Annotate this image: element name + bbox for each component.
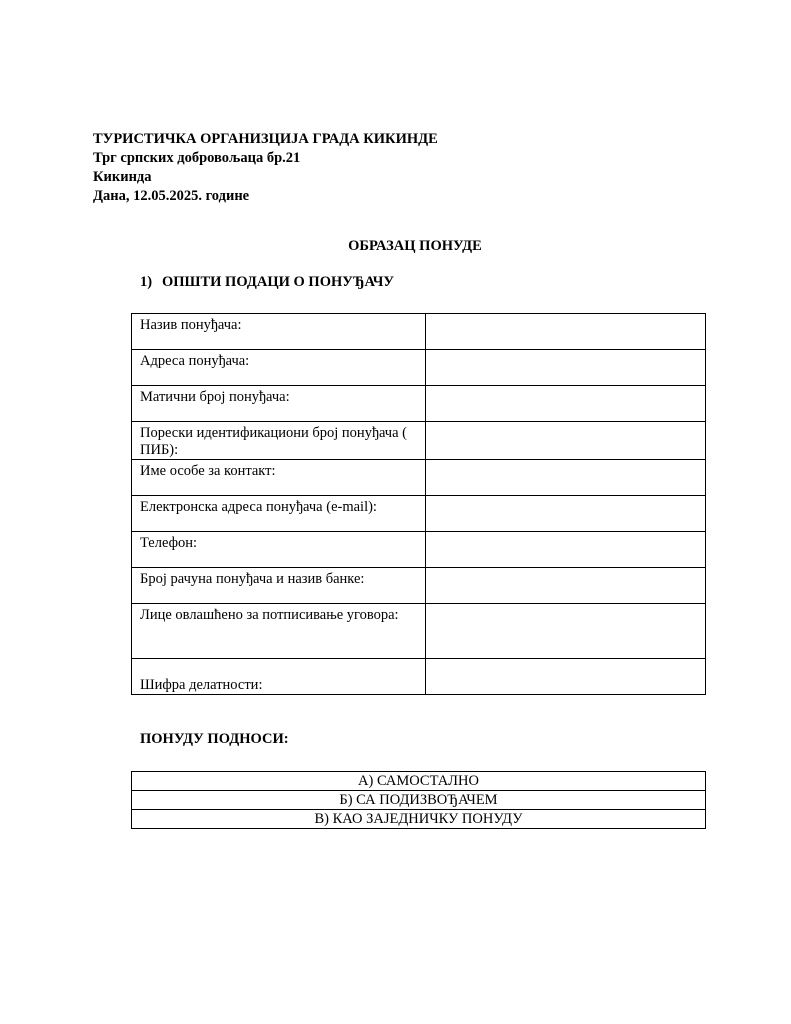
table-row <box>132 422 706 460</box>
table-row <box>132 791 706 810</box>
field-value-cell[interactable] <box>426 532 706 568</box>
table-row <box>132 350 706 386</box>
organization-address: Трг српских добровољаца бр.21 <box>93 150 301 166</box>
field-value-cell[interactable] <box>426 604 706 659</box>
field-label: Матични број понуђача: <box>132 386 426 422</box>
field-value-cell[interactable] <box>426 568 706 604</box>
field-value-cell[interactable] <box>426 386 706 422</box>
table-row <box>132 810 706 829</box>
document-date: Дана, 12.05.2025. године <box>93 188 250 204</box>
field-value-cell[interactable] <box>426 659 706 695</box>
field-label: Назив понуђача: <box>132 314 426 350</box>
field-label: Адреса понуђача: <box>132 350 426 386</box>
option-joint-bid[interactable]: В) КАО ЗАЈЕДНИЧКУ ПОНУДУ <box>132 810 706 829</box>
organization-city: Кикинда <box>93 169 152 185</box>
organization-name: ТУРИСТИЧКА ОРГАНИЗЦИЈА ГРАДА КИКИНДЕ <box>93 131 438 147</box>
field-label: Број рачуна понуђача и назив банке: <box>132 568 426 604</box>
field-label: Шифра делатности: <box>132 659 426 695</box>
table-row <box>132 314 706 350</box>
document-header <box>93 130 438 206</box>
option-with-subcontractor[interactable]: Б) СА ПОДИЗВОЂАЧЕМ <box>132 791 706 810</box>
table-row <box>132 772 706 791</box>
option-independent[interactable]: А) САМОСТАЛНО <box>132 772 706 791</box>
field-label: Лице овлашћено за потписивање уговора: <box>132 604 426 659</box>
field-label: Име особе за контакт: <box>132 460 426 496</box>
submission-heading: ПОНУДУ ПОДНОСИ: <box>140 731 289 747</box>
submission-options-table <box>131 771 706 829</box>
field-value-cell[interactable] <box>426 422 706 460</box>
field-value-cell[interactable] <box>426 460 706 496</box>
table-row <box>132 532 706 568</box>
table-row <box>132 659 706 695</box>
field-value-cell[interactable] <box>426 350 706 386</box>
table-row <box>132 604 706 659</box>
field-value-cell[interactable] <box>426 496 706 532</box>
table-row <box>132 568 706 604</box>
bidder-info-table <box>131 313 706 695</box>
field-label: Електронска адреса понуђача (e-mail): <box>132 496 426 532</box>
table-row <box>132 460 706 496</box>
form-title: ОБРАЗАЦ ПОНУДЕ <box>348 238 482 254</box>
field-label: Порески идентификациони број понуђача ( ПИБ): <box>132 422 426 460</box>
section-title: ОПШТИ ПОДАЦИ О ПОНУЂАЧУ <box>162 274 395 290</box>
field-label: Телефон: <box>132 532 426 568</box>
section-number: 1) <box>140 274 153 290</box>
table-row <box>132 386 706 422</box>
field-value-cell[interactable] <box>426 314 706 350</box>
section-heading <box>140 274 394 291</box>
table-row <box>132 496 706 532</box>
